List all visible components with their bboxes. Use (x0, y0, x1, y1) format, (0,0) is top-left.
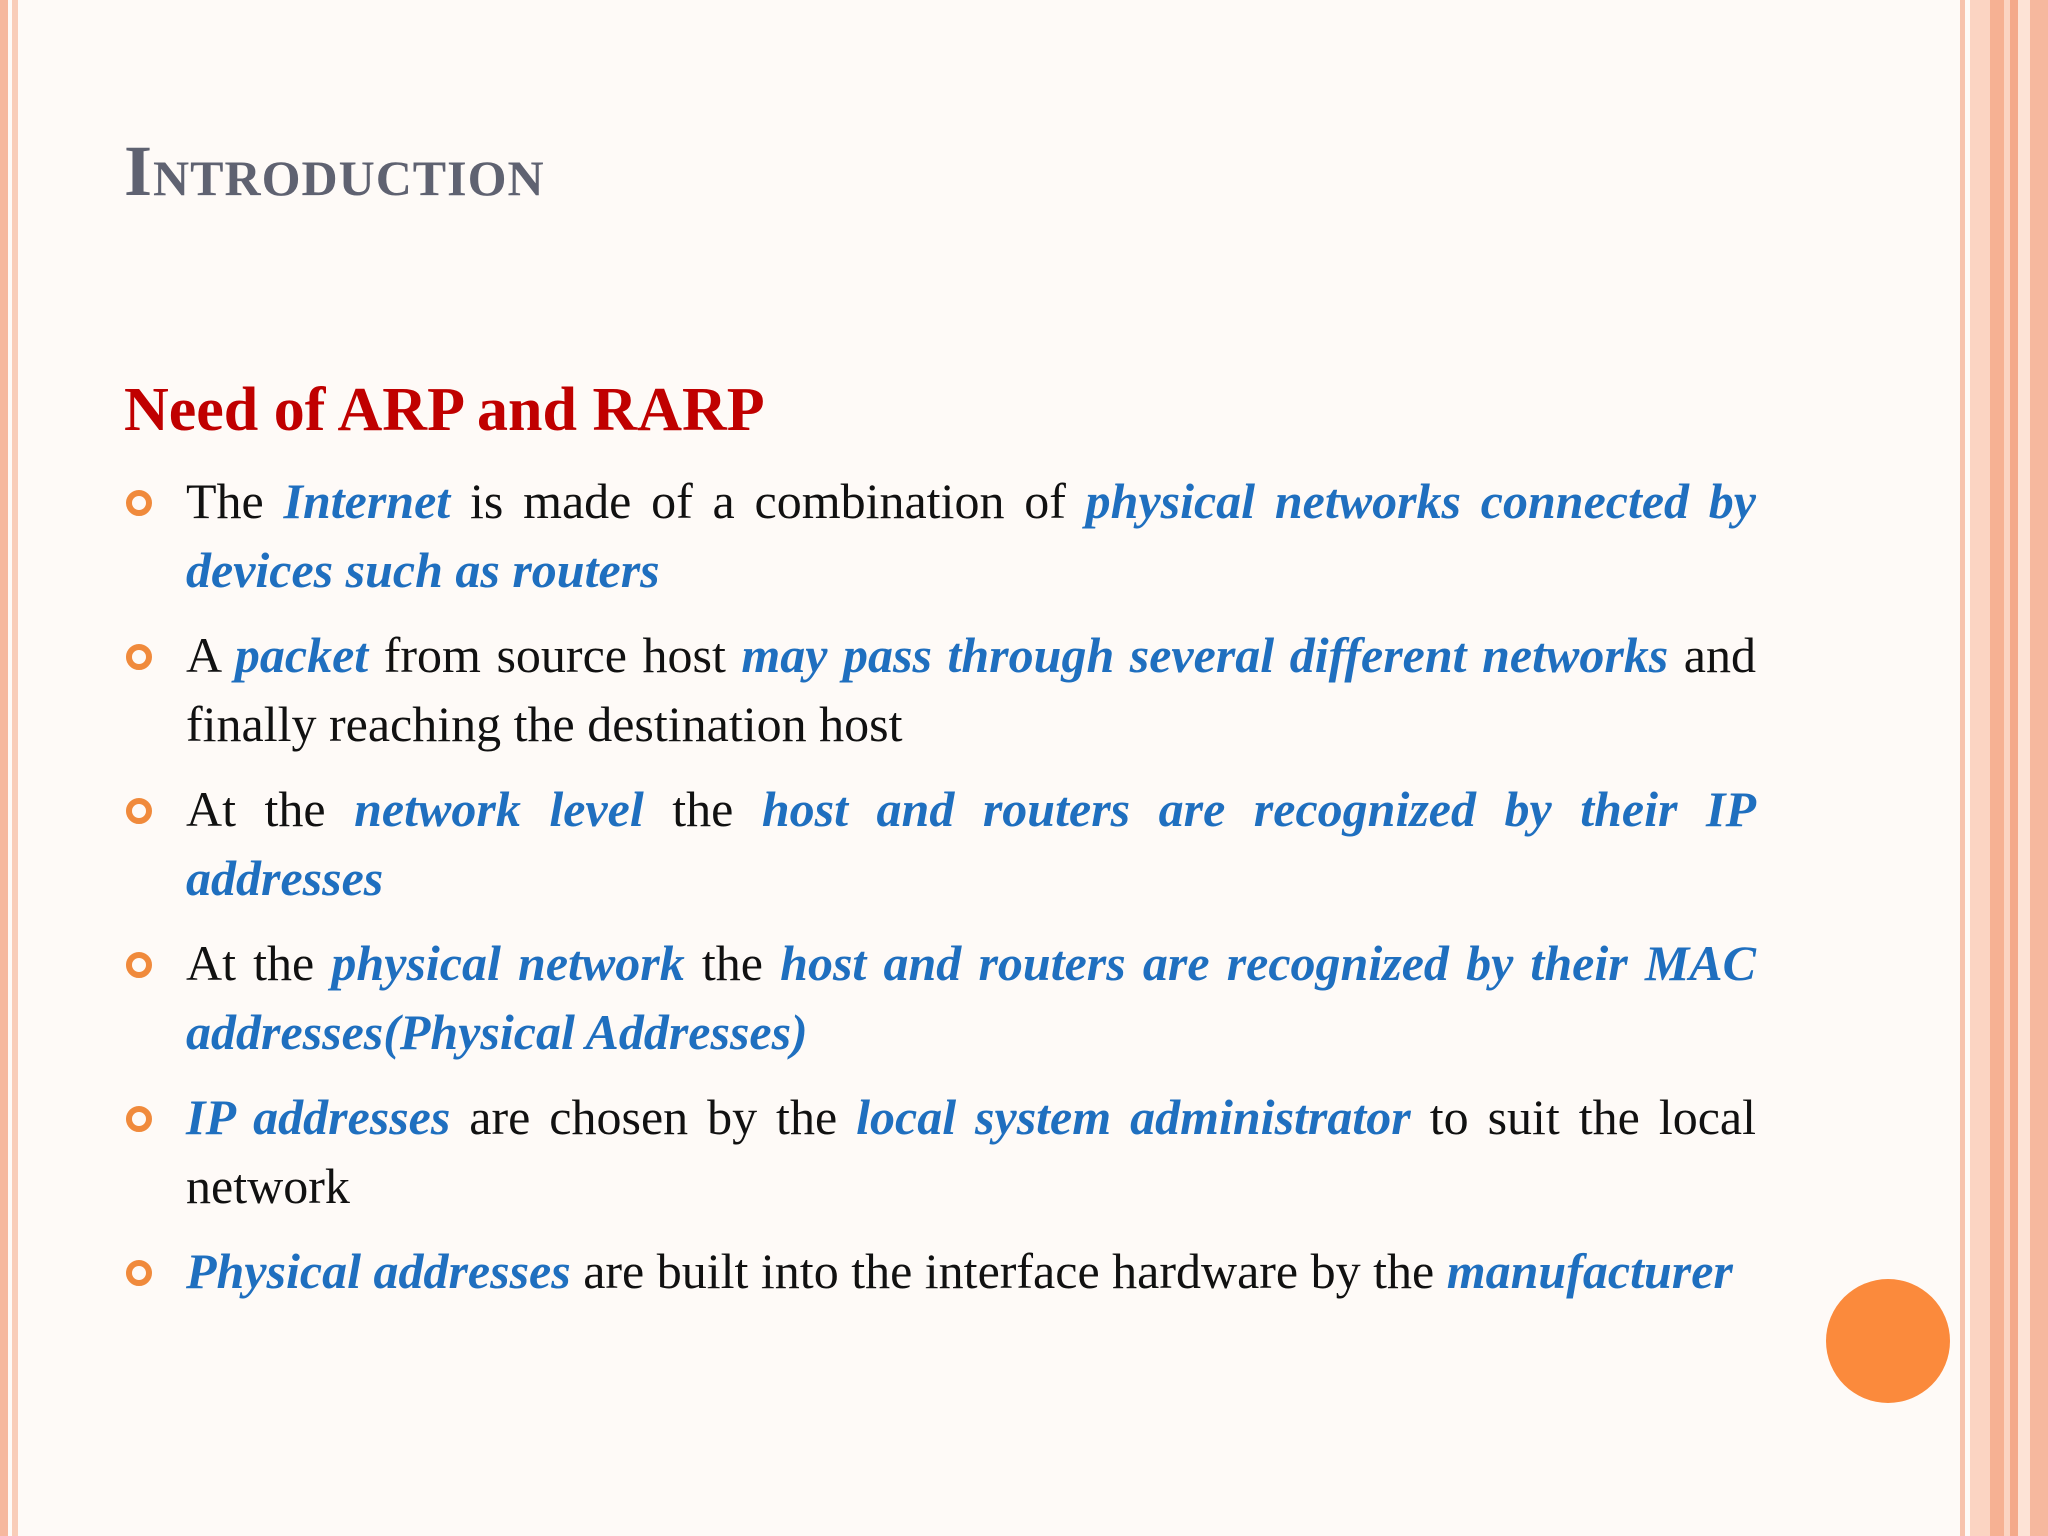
emphasized-text: manufacturer (1446, 1243, 1733, 1299)
bullet-circle-icon (126, 644, 152, 670)
plain-text: and finally reaching the destination host (186, 627, 1756, 752)
emphasized-text: physical network (331, 935, 685, 991)
decorative-orange-circle (1826, 1279, 1950, 1403)
plain-text: the (684, 935, 781, 991)
right-border-stripe (2030, 0, 2048, 1536)
bullet-text (186, 1243, 1733, 1299)
bullet-item (124, 929, 1756, 1067)
bullet-circle-icon (126, 1106, 152, 1132)
plain-text: is made of a combination of (450, 473, 1086, 529)
left-border-stripe (0, 0, 8, 1536)
plain-text: are built into the interface hardware by the (570, 1243, 1447, 1299)
bullet-item (124, 775, 1756, 913)
emphasized-text: Internet (283, 473, 451, 529)
bullet-text (186, 935, 1756, 1060)
right-border-stripe (1960, 0, 1965, 1536)
bullet-text (186, 1089, 1756, 1214)
plain-text: The (186, 473, 284, 529)
bullet-text (186, 627, 1756, 752)
emphasized-text: physical networks connected by devices such as routers (186, 473, 1756, 598)
emphasized-text: host and routers are recognized by their MAC addresses(Physical Addresses) (186, 935, 1756, 1060)
emphasized-text: IP addresses (186, 1089, 451, 1145)
bullet-circle-icon (126, 952, 152, 978)
bullet-item (124, 1237, 1756, 1306)
bullet-text (186, 781, 1756, 906)
bullet-circle-icon (126, 1260, 152, 1286)
emphasized-text: packet (234, 627, 369, 683)
emphasized-text: host and routers are recognized by their IP addresses (186, 781, 1756, 906)
plain-text: are chosen by the (450, 1089, 857, 1145)
emphasized-text: Physical addresses (186, 1243, 571, 1299)
right-border-stripe (1970, 0, 1990, 1536)
plain-text: At the (186, 781, 355, 837)
bullet-list (124, 467, 1756, 1322)
bullet-item (124, 1083, 1756, 1221)
left-border-stripe (12, 0, 18, 1536)
right-border-stripe (2010, 0, 2018, 1536)
bullet-circle-icon (126, 490, 152, 516)
right-border-stripe (1990, 0, 2004, 1536)
plain-text: to suit the local network (186, 1089, 1756, 1214)
slide-title: Introduction (124, 131, 545, 211)
emphasized-text: may pass through several different networks (741, 627, 1669, 683)
bullet-item (124, 621, 1756, 759)
section-heading: Need of ARP and RARP (124, 376, 765, 444)
emphasized-text: local system administrator (856, 1089, 1411, 1145)
bullet-item (124, 467, 1756, 605)
right-border-stripe (2018, 0, 2030, 1536)
plain-text: At the (186, 935, 332, 991)
plain-text: A (186, 627, 235, 683)
bullet-text (186, 473, 1756, 598)
emphasized-text: network level (354, 781, 644, 837)
plain-text: the (643, 781, 762, 837)
bullet-circle-icon (126, 798, 152, 824)
plain-text: from source host (368, 627, 742, 683)
